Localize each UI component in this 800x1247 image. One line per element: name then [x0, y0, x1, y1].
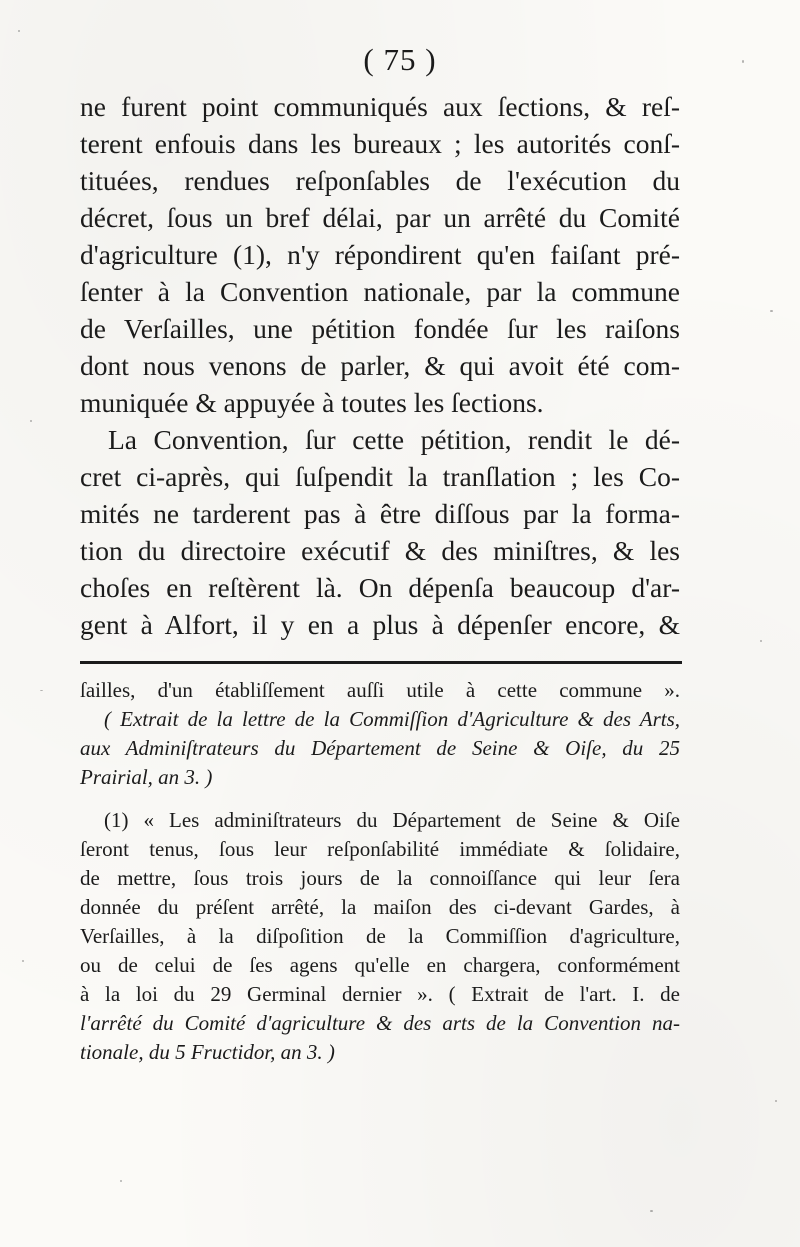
main-text-line: dont nous venons de parler, & qui avoit été com-	[80, 350, 680, 381]
main-text-line: La Convention, ſur cette pétition, rendit le dé-	[108, 424, 680, 455]
footnote-1-line: Verſailles, à la diſpoſition de la Commiſſion d'agriculture,	[80, 924, 680, 948]
footnote-citation-line: ( Extrait de la lettre de la Commiſſion d'Agriculture & des Arts,	[104, 707, 680, 731]
footnote-gap	[80, 792, 680, 806]
footnotes-block	[80, 676, 680, 1067]
footnote-1-line: ſeront tenus, ſous leur reſponſabilité immédiate & ſolidaire,	[80, 837, 680, 861]
main-text-line: décret, ſous un bref délai, par un arrêté du Comité	[80, 202, 680, 233]
page-number: ( 75 )	[363, 42, 437, 77]
main-text-line: tion du directoire exécutif & des miniſtres, & les	[80, 535, 680, 566]
footnote-divider	[80, 661, 682, 664]
main-text-line: gent à Alfort, il y en a plus à dépenſer encore, &	[80, 609, 680, 640]
footnote-1-line: (1) « Les adminiſtrateurs du Département de Seine & Oiſe	[104, 808, 680, 832]
footnote-citation-line: aux Adminiſtrateurs du Département de Seine & Oiſe, du 25	[80, 736, 680, 760]
main-text-line: muniquée & appuyée à toutes les ſections.	[80, 387, 544, 418]
main-text-line: mités ne tarderent pas à être diſſous par la forma-	[80, 498, 680, 529]
footnote-1-line: l'arrêté du Comité d'agriculture & des arts de la Convention na-	[80, 1011, 680, 1035]
main-text-line: de Verſailles, une pétition fondée ſur les raiſons	[80, 313, 680, 344]
footnote-continuation-line: ſailles, d'un établiſſement auſſi utile à cette commune ».	[80, 678, 680, 702]
main-text-line: terent enfouis dans les bureaux ; les autorités conſ-	[80, 128, 680, 159]
footnote-1-line: donnée du préſent arrêté, la maiſon des ci-devant Gardes, à	[80, 895, 680, 919]
main-text-line: ne furent point communiqués aux ſections, & reſ-	[80, 91, 680, 122]
main-text-line: d'agriculture (1), n'y répondirent qu'en faiſant pré-	[80, 239, 680, 270]
footnote-1-line: tionale, du 5 Fructidor, an 3. )	[80, 1040, 335, 1064]
footnote-1-line: à la loi du 29 Germinal dernier ». ( Extrait de l'art. I. de	[80, 982, 680, 1006]
footnote-1-line: de mettre, ſous trois jours de la connoiſſance qui leur ſera	[80, 866, 680, 890]
main-text-line: cret ci-après, qui ſuſpendit la tranſlation ; les Co-	[80, 461, 680, 492]
main-text-line: tituées, rendues reſponſables de l'exécution du	[80, 165, 680, 196]
main-text-block	[80, 88, 680, 643]
footnote-citation-line: Prairial, an 3. )	[80, 765, 213, 789]
footnote-1-line: ou de celui de ſes agens qu'elle en chargera, conformément	[80, 953, 680, 977]
main-text-line: ſenter à la Convention nationale, par la commune	[80, 276, 680, 307]
main-text-line: choſes en reſtèrent là. On dépenſa beaucoup d'ar-	[80, 572, 680, 603]
